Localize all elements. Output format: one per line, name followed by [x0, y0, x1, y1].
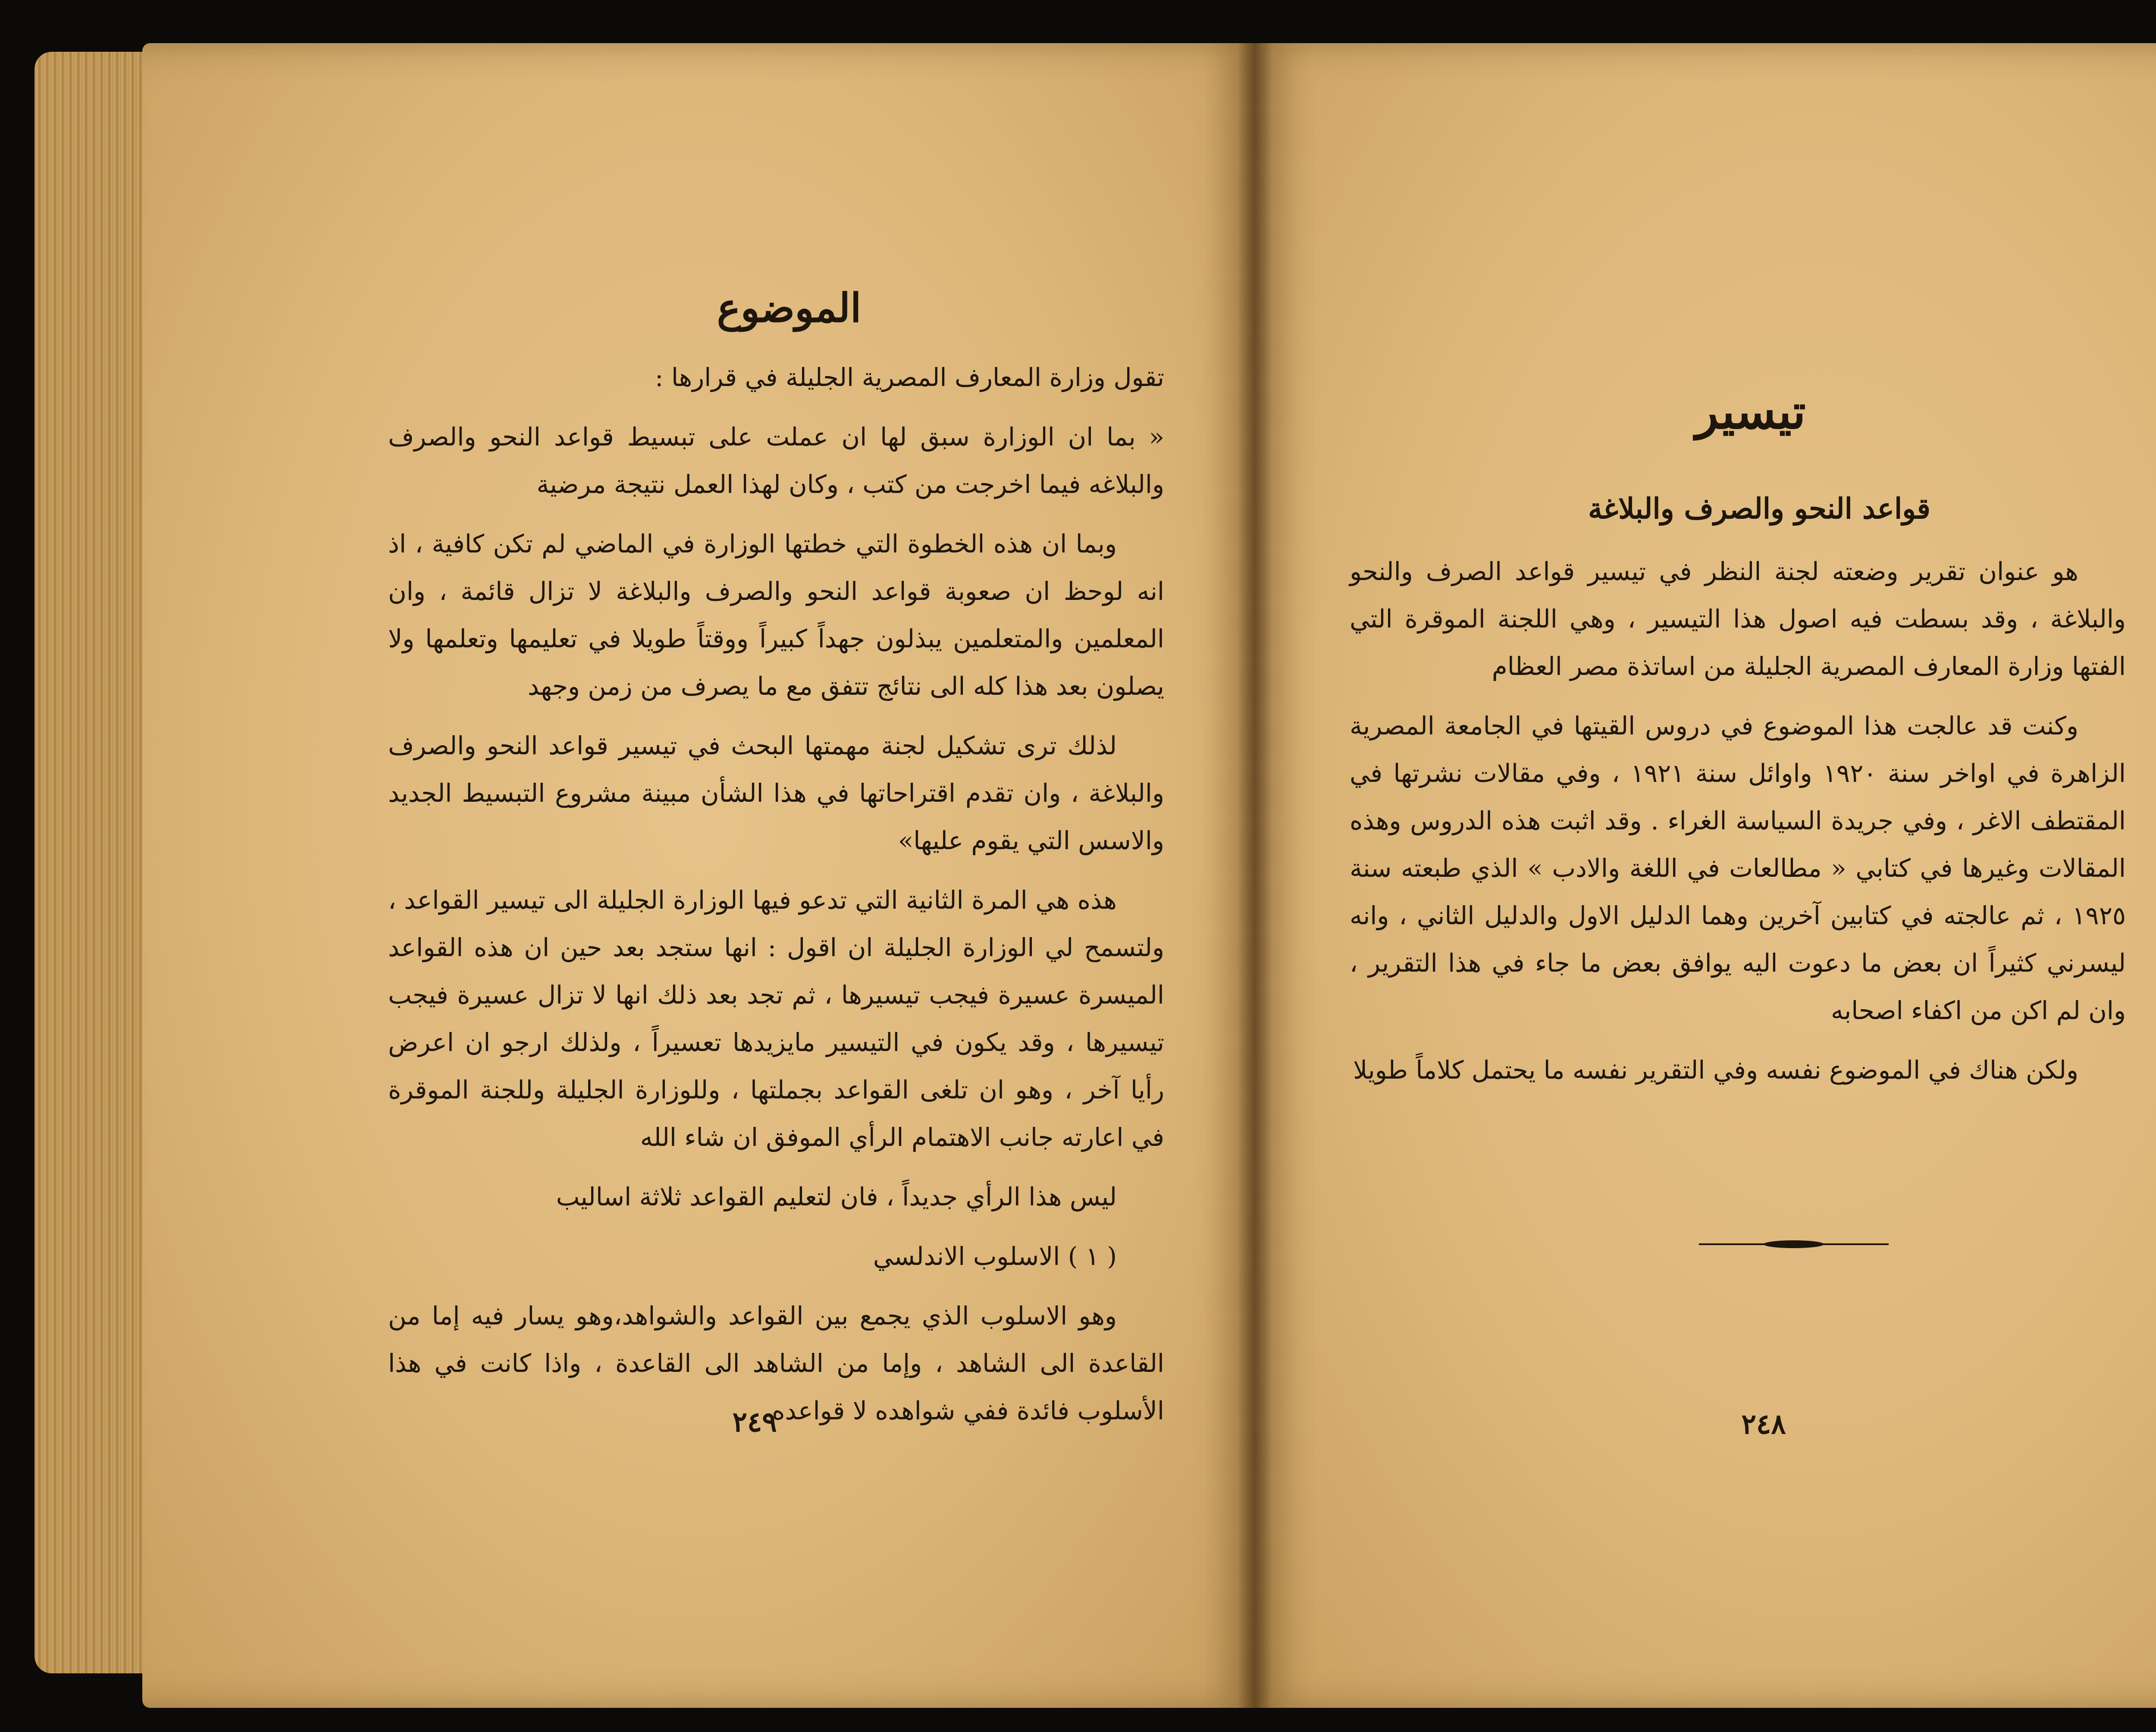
left-paragraph-2: « بما ان الوزارة سبق لها ان عملت على تبسيط قواعد النحو والصرف والبلاغه فيما اخرجت من كتب ، وكان لهذا العمل نتيجة مرضية	[388, 422, 1164, 499]
left-paragraph-1: تقول وزارة المعارف المصرية الجليلة في قرارها :	[655, 363, 1164, 392]
left-page-number: ٢٤٩	[732, 1406, 777, 1438]
divider-ornament	[1699, 1238, 1889, 1251]
left-paragraph-4: لذلك ترى تشكيل لجنة مهمتها البحث في تيسير قواعد النحو والصرف والبلاغة ، وان تقدم اقتراحاتها في هذا الشأن مبينة مشروع التبسيط الجديد والاسس التي يقوم عليها»	[388, 731, 1164, 855]
right-paragraph-2: وكنت قد عالجت هذا الموضوع في دروس القيتها في الجامعة المصرية الزاهرة في اواخر سنة ١٩٢٠ واوائل سنة ١٩٢١ ، وفي مقالات نشرتها في المقتطف الاغر ، وفي جريدة السياسة الغراء . وقد اثبت هذه الدروس وهذه المقالات وغيرها في كتابي « مطالعات في اللغة والادب » الذي طبعته سنة ١٩٢٥ ، ثم عالجته في كتابين آخرين وهما الدليل الاول والدليل الثاني ، وانه ليسرني كثيراً ان بعض ما دعوت اليه يوافق بعض ما جاء في هذا التقرير ، وان لم اكن من اكفاء اصحابه	[1350, 711, 2126, 1025]
left-paragraph-7: ( ١ ) الاسلوب الاندلسي	[873, 1242, 1117, 1271]
left-paragraph-5: هذه هي المرة الثانية التي تدعو فيها الوزارة الجليلة الى تيسير القواعد ، ولتسمح لي الوزارة الجليلة ان اقول : انها ستجد بعد حين ان هذه القواعد الميسرة عسيرة فيجب تيسيرها ، ثم تجد بعد ذلك انها لا تزال عسيرة فيجب تيسيرها ، وقد يكون في التيسير مايزيدها تعسيراً ، ولذلك ارجو ان اعرض رأيا آخر ، وهو ان تلغى القواعد بجملتها ، وللوزارة الجليلة وللجنة الموقرة في اعارته جانب الاهتمام الرأي الموفق ان شاء الله	[388, 885, 1164, 1152]
open-book	[34, 43, 2156, 1716]
left-paragraph-6: ليس هذا الرأي جديداً ، فان لتعليم القواعد ثلاثة اساليب	[556, 1182, 1117, 1211]
left-page-body	[388, 354, 1164, 1446]
left-page-heading: الموضوع	[717, 285, 862, 331]
right-page-subtitle: قواعد النحو والصرف والبلاغة	[1588, 492, 1930, 525]
right-paragraph-1: هو عنوان تقرير وضعته لجنة النظر في تيسير قواعد الصرف والنحو والبلاغة ، وقد بسطت فيه اصول هذا التيسير ، وهي اللجنة الموقرة التي الفتها وزارة المعارف المصرية الجليلة من اساتذة مصر العظام	[1350, 557, 2126, 681]
left-paragraph-3: وبما ان هذه الخطوة التي خطتها الوزارة في الماضي لم تكن كافية ، اذ انه لوحظ ان صعوبة قواعد النحو والصرف والبلاغة لا تزال قائمة ، وان المعلمين والمتعلمين يبذلون جهداً كبيراً ووقتاً طويلا في تعليمها وتعلمها ولا يصلون بعد هذا كله الى نتائج تتفق مع ما يصرف من زمن وجهد	[388, 529, 1164, 701]
left-paragraph-8: وهو الاسلوب الذي يجمع بين القواعد والشواهد،وهو يسار فيه إما من القاعدة الى الشاهد ، وإما من الشاهد الى القاعدة ، واذا كانت في هذا الأسلوب فائدة ففي شواهده لا قواعده	[388, 1301, 1164, 1425]
right-page-number: ٢٤٨	[1741, 1408, 1786, 1440]
right-page-title: تيسير	[1695, 384, 1806, 439]
right-paragraph-3: ولكن هناك في الموضوع نفسه وفي التقرير نفسه ما يحتمل كلاماً طويلا	[1353, 1055, 2078, 1085]
book-spine	[1238, 43, 1272, 1708]
right-page-body	[1350, 548, 2126, 1106]
